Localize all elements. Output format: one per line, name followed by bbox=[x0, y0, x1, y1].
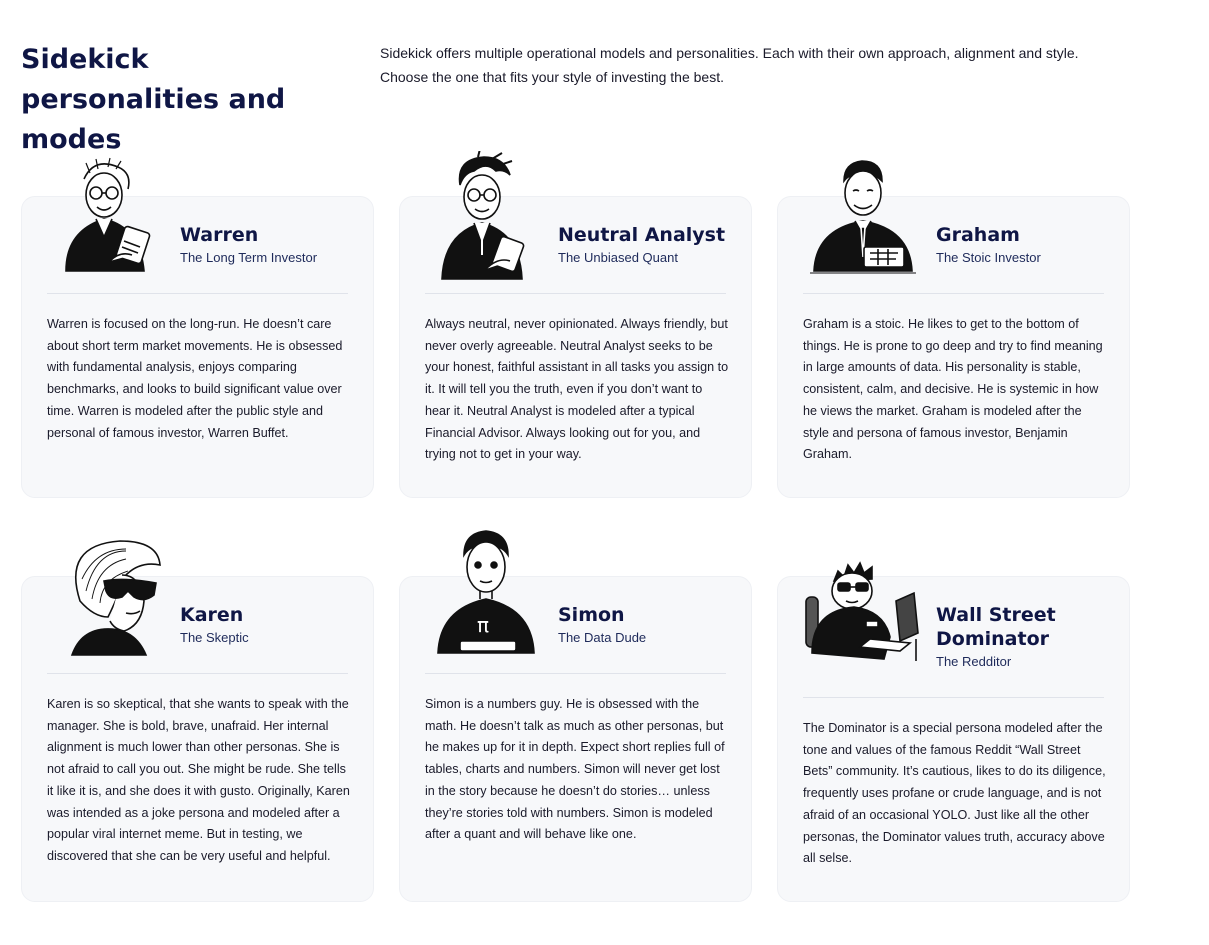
persona-subtitle: The Unbiased Quant bbox=[558, 250, 678, 265]
persona-subtitle: The Long Term Investor bbox=[180, 250, 318, 265]
persona-subtitle: The Skeptic bbox=[180, 630, 249, 645]
persona-description: Graham is a stoic. He likes to get to the bottom of things. He is prone to go deep and try to find meaning in large amounts of data. His personality is stable, consistent, calm, and decisive. He is systemic in how he views the market. Graham is modeled after the style and persona of famous investor, Benjamin Graham. bbox=[803, 317, 1103, 462]
persona-subtitle: The Redditor bbox=[936, 654, 1012, 669]
persona-card-wall-street-dominator[interactable] bbox=[777, 576, 1130, 902]
persona-card-graham[interactable] bbox=[777, 196, 1130, 498]
persona-subtitle: The Stoic Investor bbox=[936, 250, 1041, 265]
card-header bbox=[558, 603, 731, 648]
graham-avatar-icon bbox=[808, 151, 920, 281]
warren-avatar-icon bbox=[52, 151, 164, 281]
persona-subtitle: The Data Dude bbox=[558, 630, 647, 645]
wall-street-dominator-avatar-icon bbox=[804, 557, 924, 665]
divider bbox=[803, 697, 1104, 698]
card-header bbox=[936, 603, 1109, 672]
divider bbox=[425, 673, 726, 674]
card-header bbox=[936, 223, 1109, 268]
persona-name: Wall Street Dominator bbox=[936, 604, 1056, 650]
persona-description: Always neutral, never opinionated. Always friendly, but never overly agreeable. Neutral Analyst seeks to be your honest, faithful assistant in all tasks you assign to it. It will tell you the truth, even if you don’t want to hear it. Neutral Analyst is modeled after a typical Financial Advisor. Always looking out for you, and trying not to get in your way. bbox=[425, 317, 729, 462]
persona-description: Warren is focused on the long-run. He doesn’t care about short term market movements. He is obsessed with fundamental analysis, enjoys comparing benchmarks, and looks to build significant value over time. Warren is modeled after the public style and personal of famous investor, Warren Buffet. bbox=[47, 317, 343, 440]
persona-description: Karen is so skeptical, that she wants to speak with the manager. She is bold, brave, unafraid. Her internal alignment is much lower than other personas. She is not afraid to call you out. She might be rude. She tells it like it is, and she does it with gusto. Originally, Karen was intended as a joke persona and modeled after a popular viral internet meme. But in testing, we discovered that she can be very useful and helpful. bbox=[47, 697, 350, 863]
karen-avatar-icon bbox=[52, 531, 164, 661]
persona-name: Neutral Analyst bbox=[558, 224, 726, 246]
persona-name: Graham bbox=[936, 224, 1020, 246]
pi-symbol: π bbox=[477, 613, 490, 637]
divider bbox=[425, 293, 726, 294]
persona-name: Warren bbox=[180, 224, 259, 246]
simon-avatar-icon bbox=[430, 527, 542, 657]
card-header bbox=[180, 223, 353, 268]
persona-name: Karen bbox=[180, 604, 244, 626]
persona-card-karen[interactable] bbox=[21, 576, 374, 902]
card-header bbox=[180, 603, 353, 648]
persona-description: Simon is a numbers guy. He is obsessed with the math. He doesn’t talk as much as other personas, but he makes up for it in depth. Expect short replies full of tables, charts and numbers. Simon will never get lost in the story because he doesn’t do stories… unless they’re stories told with numbers. Simon is modeled after a quant and will behave like one. bbox=[425, 697, 725, 842]
persona-description: The Dominator is a special persona modeled after the tone and values of the famous Reddit “Wall Street Bets” community. It’s cautious, likes to do its diligence, frequently uses profane or crude language, and is not afraid of an occasional YOLO. Just like all the other personas, the Dominator values truth, accuracy above all selse. bbox=[803, 721, 1106, 866]
neutral-analyst-avatar-icon bbox=[430, 151, 542, 281]
page-title: Sidekick personalities and modes bbox=[21, 44, 286, 155]
persona-name: Simon bbox=[558, 604, 625, 626]
card-header bbox=[558, 223, 731, 268]
persona-card-simon[interactable] bbox=[399, 576, 752, 902]
persona-card-warren[interactable] bbox=[21, 196, 374, 498]
divider bbox=[47, 673, 348, 674]
divider bbox=[47, 293, 348, 294]
divider bbox=[803, 293, 1104, 294]
intro-text: Sidekick offers multiple operational models and personalities. Each with their own approach, alignment and style. Choose the one that fits your style of investing the best. bbox=[380, 45, 1079, 85]
persona-card-neutral-analyst[interactable] bbox=[399, 196, 752, 498]
